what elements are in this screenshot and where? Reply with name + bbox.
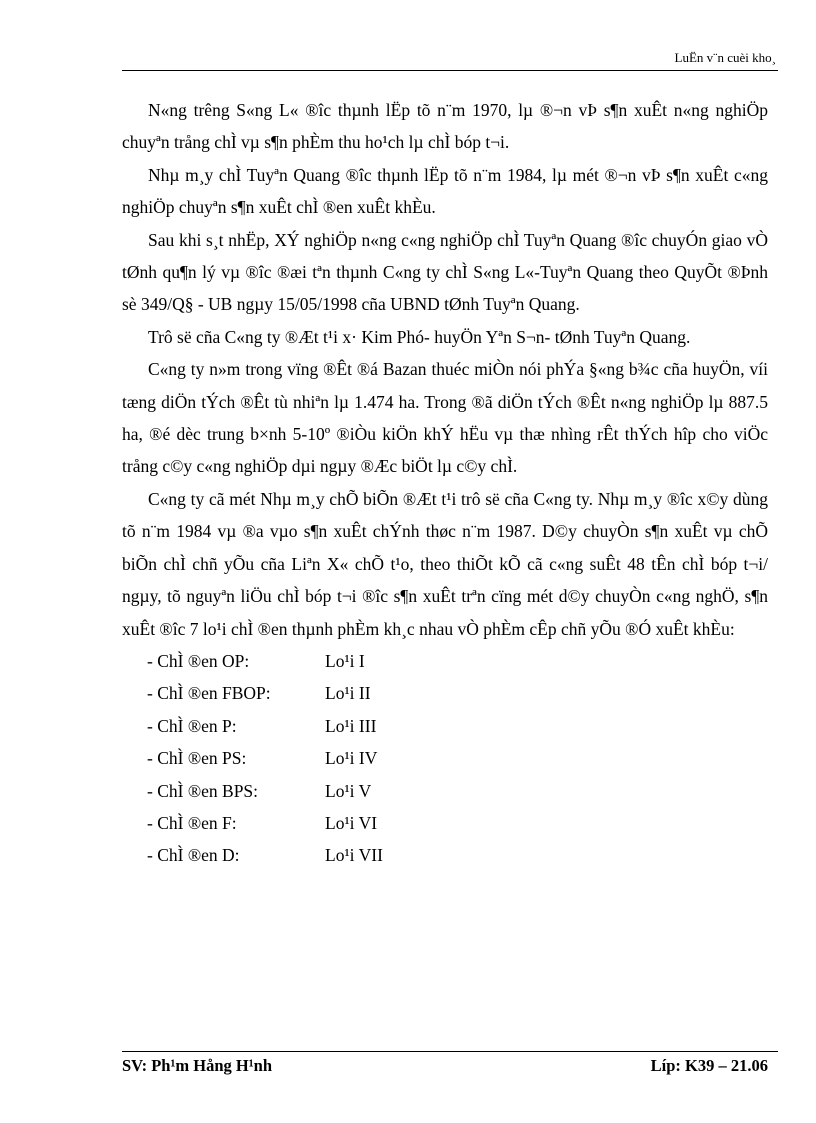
page-header: LuËn v¨n cuèi kho¸ bbox=[674, 50, 776, 65]
list-item bbox=[122, 677, 768, 709]
document-body bbox=[122, 94, 768, 872]
tea-grade: Lo¹i V bbox=[325, 780, 372, 801]
footer-student-name: SV: Ph¹m Hång H¹nh bbox=[122, 1056, 273, 1075]
tea-type-label: - ChÌ ®en OP: bbox=[147, 650, 250, 671]
tea-type-label: - ChÌ ®en BPS: bbox=[147, 780, 259, 801]
paragraph: C«ng ty cã mét Nhµ m¸y chÕ biÕn ®Æt t¹i trô së cña C«ng ty. Nhµ m¸y ®îc x©y dùng tõ n¨m 1984 vµ ®a vµo s¶n xuÊt chÝnh thøc n¨m 1987. D©y chuyÒn s¶n xuÊt vµ chÕ biÕn chÌ chñ yÕu cña Liªn X« chÕ t¹o, theo thiÕt kÕ cã c«ng suÊt 48 tÊn chÌ bóp t¬i/ ngµy, tõ nguyªn liÖu chÌ bóp t¬i ®îc s¶n xuÊt trªn cïng mét d©y chuyÒn c«ng nghÖ, s¶n xuÊt ®îc 7 lo¹i chÌ ®en thµnh phÈm kh¸c nhau vÒ phÈm cÊp chñ yÕu ®Ó xuÊt khÈu: bbox=[122, 488, 768, 639]
tea-type-label: - ChÌ ®en F: bbox=[147, 812, 237, 833]
footer-divider bbox=[122, 1051, 778, 1052]
tea-type-label: - ChÌ ®en PS: bbox=[147, 748, 247, 769]
list-item bbox=[122, 645, 768, 677]
list-item bbox=[122, 742, 768, 774]
tea-grade: Lo¹i VII bbox=[325, 845, 383, 866]
footer-class: Líp: K39 – 21.06 bbox=[650, 1056, 768, 1075]
list-item bbox=[122, 710, 768, 742]
tea-grade: Lo¹i II bbox=[325, 683, 371, 704]
tea-grade: Lo¹i III bbox=[325, 715, 377, 736]
tea-type-label: - ChÌ ®en D: bbox=[147, 845, 240, 866]
tea-type-label: - ChÌ ®en P: bbox=[147, 715, 237, 736]
tea-grade: Lo¹i VI bbox=[325, 812, 378, 833]
list-item bbox=[122, 807, 768, 839]
tea-grade-list bbox=[122, 645, 768, 872]
tea-type-label: - ChÌ ®en FBOP: bbox=[147, 683, 271, 704]
paragraph: C«ng ty n»m trong vïng ®Êt ®á Bazan thuéc miÒn nói phÝa §«ng b¾c cña huyÖn, víi tæng diÖn tÝch ®Êt tù nhiªn lµ 1.474 ha. Trong ®ã diÖn tÝch ®Êt n«ng nghiÖp lµ 887.5 ha, ®é dèc trung b×nh 5-10º ®iÒu kiÖn khÝ hËu vµ thæ nhìng rÊt thÝch hîp cho viÖc trång c©y c«ng nghiÖp dµi ngµy ®Æc biÖt lµ c©y chÌ. bbox=[122, 359, 768, 477]
tea-grade: Lo¹i I bbox=[325, 650, 365, 671]
paragraph: Sau khi s¸t nhËp, XÝ nghiÖp n«ng c«ng nghiÖp chÌ Tuyªn Quang ®îc chuyÓn giao vÒ tØnh qu¶n lý vµ ®îc ®æi tªn thµnh C«ng ty chÌ S«ng L«-Tuyªn Quang theo QuyÕt ®Þnh sè 349/Q§ - UB ngµy 15/05/1998 cña UBND tØnh Tuyªn Quang. bbox=[122, 229, 768, 315]
tea-grade: Lo¹i IV bbox=[325, 748, 378, 769]
header-divider bbox=[122, 70, 778, 71]
list-item bbox=[122, 775, 768, 807]
list-item bbox=[122, 839, 768, 871]
paragraph: Nhµ m¸y chÌ Tuyªn Quang ®îc thµnh lËp tõ n¨m 1984, lµ mét ®¬n vÞ s¶n xuÊt c«ng nghiÖp chuyªn s¶n xuÊt chÌ ®en xuÊt khÈu. bbox=[122, 164, 768, 218]
paragraph: Trô së cña C«ng ty ®Æt t¹i x· Kim Phó- huyÖn Yªn S¬n- tØnh Tuyªn Quang. bbox=[148, 326, 691, 347]
paragraph: N«ng trêng S«ng L« ®îc thµnh lËp tõ n¨m 1970, lµ ®¬n vÞ s¶n xuÊt n«ng nghiÖp chuyªn trång chÌ vµ s¶n phÈm thu ho¹ch lµ chÌ bóp t¬i. bbox=[122, 100, 768, 153]
